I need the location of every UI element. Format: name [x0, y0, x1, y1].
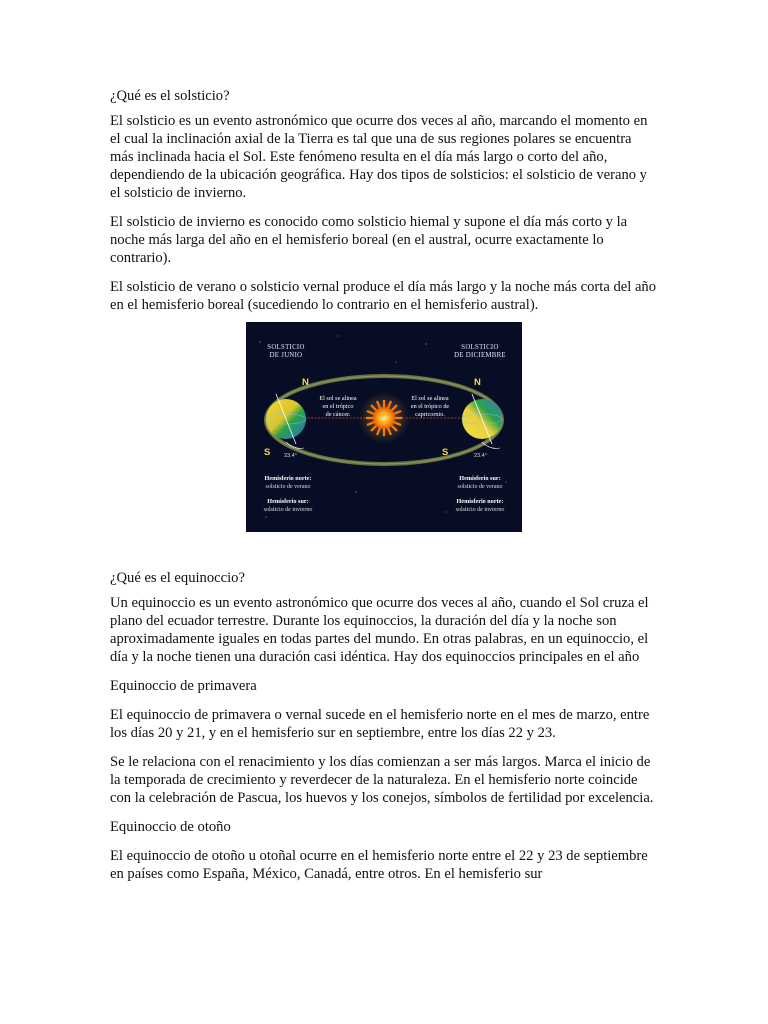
december-hemisphere-notes	[442, 475, 518, 514]
spring-equinox-paragraph-2: Se le relaciona con el renacimiento y los días comienzan a ser más largos. Marca el inicio de la temporada de crecimiento y reverdecer de la naturaleza. En el hemisferio norte coincide con la celebración de Pascua, los huevos y los conejos, símbolos de fertilidad por excelencia.	[110, 754, 654, 806]
equinox-paragraph: Un equinoccio es un evento astronómico que ocurre dos veces al año, cuando el Sol cruza el plano del ecuador terrestre. Durante los equinoccios, la duración del día y la noche son aproximadamente iguales en todas partes del mundo. En otras palabras, en un equinoccio, el día y la noche tienen una duración casi idéntica. Hay dos equinoccios principales en el año	[110, 595, 649, 665]
capricorn-note-line-1: El sol se alinea	[411, 395, 449, 402]
december-north-label: Hemisferio norte:	[456, 498, 504, 505]
north-label-right: N	[474, 377, 481, 388]
sun-icon	[366, 400, 402, 436]
december-north-value: solsticio de invierno	[455, 507, 505, 513]
south-label-left: S	[264, 447, 271, 458]
cancer-note-line-3: de cáncer.	[325, 411, 351, 418]
june-solstice-label-line-1: SOLSTICIO	[267, 344, 305, 351]
spring-equinox-paragraph-1: El equinoccio de primavera o vernal sucede en el hemisferio norte en el mes de marzo, entre los días 20 y 21, y en el hemisferio sur en septiembre, entre los días 22 y 23.	[110, 707, 650, 741]
capricorn-note-line-2: en el trópico de	[410, 403, 450, 410]
june-hemisphere-notes	[250, 475, 326, 514]
section-spacer	[110, 532, 658, 562]
equinox-heading: ¿Qué es el equinoccio?	[110, 570, 245, 586]
june-south-label: Hemisferio sur:	[267, 498, 309, 505]
december-solstice-label-line-1: SOLSTICIO	[461, 344, 499, 351]
solstice-heading: ¿Qué es el solsticio?	[110, 88, 230, 104]
june-south-value: solsticio de invierno	[263, 507, 313, 513]
cancer-note	[310, 395, 366, 419]
tilt-angle-left: 23.4°	[284, 453, 297, 459]
tilt-angle-right: 23.4°	[474, 453, 487, 459]
december-solstice-label-line-2: DE DICIEMBRE	[454, 352, 506, 359]
december-solstice-label	[444, 344, 516, 360]
document-page	[110, 80, 658, 883]
december-south-value: solsticio de verano	[457, 484, 503, 490]
cancer-note-line-2: en el trópico	[322, 403, 354, 410]
capricorn-note-line-3: capricornio.	[415, 411, 445, 418]
june-north-value: solsticio de verano	[265, 484, 311, 490]
capricorn-note	[400, 395, 460, 419]
cancer-note-line-1: El sol se alinea	[319, 395, 357, 402]
autumn-equinox-paragraph: El equinoccio de otoño u otoñal ocurre en el hemisferio norte entre el 22 y 23 de septiembre en países como España, México, Canadá, entre otros. En el hemisferio sur	[110, 848, 648, 882]
autumn-equinox-heading: Equinoccio de otoño	[110, 819, 231, 835]
solstice-figure-wrapper	[110, 322, 658, 532]
solstice-diagram	[246, 322, 522, 532]
solstice-paragraph-2: El solsticio de invierno es conocido como solsticio hiemal y supone el día más corto y la noche más larga del año en el hemisferio boreal (en el austral, ocurre exactamente lo contrario).	[110, 214, 628, 266]
june-solstice-label	[254, 344, 318, 360]
solstice-paragraph-3: El solsticio de verano o solsticio vernal produce el día más largo y la noche más corta del año en el hemisferio boreal (sucediendo lo contrario en el hemisferio austral).	[110, 279, 657, 313]
june-solstice-label-line-2: DE JUNIO	[269, 352, 303, 359]
south-label-right: S	[442, 447, 449, 458]
spring-equinox-heading: Equinoccio de primavera	[110, 678, 257, 694]
earth-left-icon	[266, 394, 306, 448]
earth-right-icon	[462, 394, 502, 448]
june-north-label: Hemisferio norte:	[264, 475, 312, 482]
north-label-left: N	[302, 377, 309, 388]
december-south-label: Hemisferio sur:	[459, 475, 501, 482]
solstice-paragraph-1: El solsticio es un evento astronómico que ocurre dos veces al año, marcando el momento en el cual la inclinación axial de la Tierra es tal que una de sus regiones polares se encuentra más inclinada hacia el Sol. Este fenómeno resulta en el día más largo o corto del año, dependiendo de la ubicación geográfica. Hay dos tipos de solsticios: el solsticio de verano y el solsticio de invierno.	[110, 113, 648, 201]
